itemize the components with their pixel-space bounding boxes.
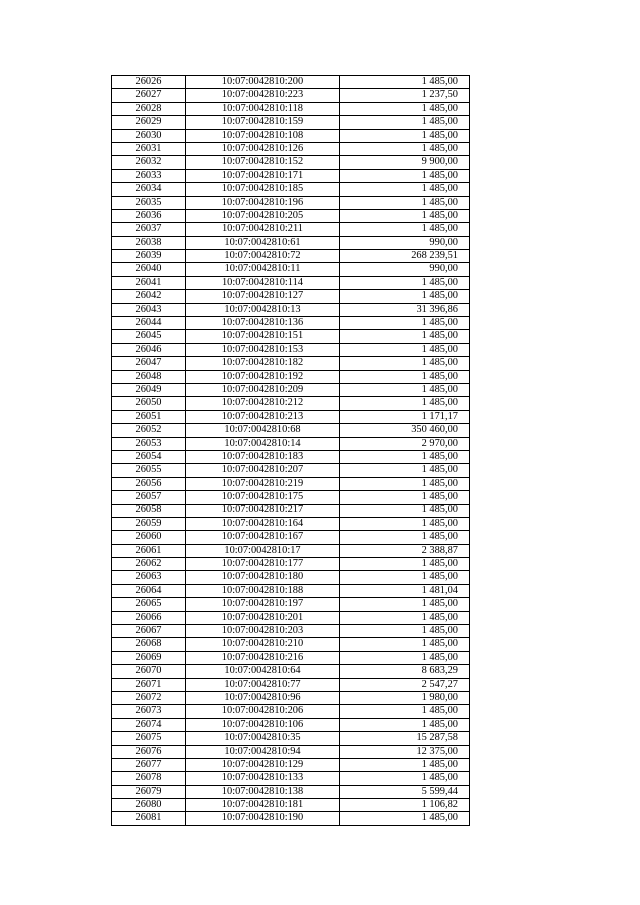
- row-number-cell: 26064: [112, 584, 186, 597]
- table-row: [112, 410, 470, 423]
- amount-cell: 1 485,00: [340, 491, 470, 504]
- row-number-cell: 26076: [112, 745, 186, 758]
- row-number-cell: 26053: [112, 437, 186, 450]
- table-row: [112, 276, 470, 289]
- table-row: [112, 424, 470, 437]
- amount-cell: 1 485,00: [340, 116, 470, 129]
- amount-cell: 1 485,00: [340, 638, 470, 651]
- cadastral-number-cell: 10:07:0042810:133: [186, 772, 340, 785]
- cadastral-number-cell: 10:07:0042810:212: [186, 397, 340, 410]
- table-row: [112, 477, 470, 490]
- row-number-cell: 26046: [112, 343, 186, 356]
- row-number-cell: 26071: [112, 678, 186, 691]
- row-number-cell: 26033: [112, 169, 186, 182]
- amount-cell: 1 237,50: [340, 89, 470, 102]
- amount-cell: 1 485,00: [340, 397, 470, 410]
- table-row: [112, 598, 470, 611]
- amount-cell: 1 485,00: [340, 558, 470, 571]
- amount-cell: 1 485,00: [340, 317, 470, 330]
- table-row: [112, 450, 470, 463]
- cadastral-number-cell: 10:07:0042810:129: [186, 758, 340, 771]
- table-row: [112, 531, 470, 544]
- cadastral-number-cell: 10:07:0042810:203: [186, 625, 340, 638]
- table-row: [112, 464, 470, 477]
- row-number-cell: 26043: [112, 303, 186, 316]
- amount-cell: 1 485,00: [340, 598, 470, 611]
- row-number-cell: 26047: [112, 357, 186, 370]
- row-number-cell: 26042: [112, 290, 186, 303]
- row-number-cell: 26073: [112, 705, 186, 718]
- amount-cell: 2 970,00: [340, 437, 470, 450]
- table-row: [112, 236, 470, 249]
- cadastral-number-cell: 10:07:0042810:175: [186, 491, 340, 504]
- table-row: [112, 745, 470, 758]
- amount-cell: 1 485,00: [340, 183, 470, 196]
- table-row: [112, 584, 470, 597]
- row-number-cell: 26054: [112, 450, 186, 463]
- amount-cell: 12 375,00: [340, 745, 470, 758]
- table-row: [112, 517, 470, 530]
- amount-cell: 1 485,00: [340, 383, 470, 396]
- row-number-cell: 26032: [112, 156, 186, 169]
- row-number-cell: 26070: [112, 665, 186, 678]
- row-number-cell: 26030: [112, 129, 186, 142]
- table-row: [112, 330, 470, 343]
- cadastral-number-cell: 10:07:0042810:192: [186, 370, 340, 383]
- cadastral-number-cell: 10:07:0042810:61: [186, 236, 340, 249]
- cadastral-number-cell: 10:07:0042810:13: [186, 303, 340, 316]
- row-number-cell: 26035: [112, 196, 186, 209]
- cadastral-number-cell: 10:07:0042810:11: [186, 263, 340, 276]
- amount-cell: 1 485,00: [340, 102, 470, 115]
- cadastral-number-cell: 10:07:0042810:77: [186, 678, 340, 691]
- table-row: [112, 691, 470, 704]
- amount-cell: 1 485,00: [340, 705, 470, 718]
- row-number-cell: 26060: [112, 531, 186, 544]
- amount-cell: 1 485,00: [340, 611, 470, 624]
- cadastral-number-cell: 10:07:0042810:114: [186, 276, 340, 289]
- cadastral-number-cell: 10:07:0042810:197: [186, 598, 340, 611]
- cadastral-number-cell: 10:07:0042810:153: [186, 343, 340, 356]
- data-table: [111, 75, 470, 826]
- amount-cell: 5 599,44: [340, 785, 470, 798]
- table-row: [112, 397, 470, 410]
- table-row: [112, 196, 470, 209]
- table-row: [112, 558, 470, 571]
- cadastral-number-cell: 10:07:0042810:68: [186, 424, 340, 437]
- row-number-cell: 26062: [112, 558, 186, 571]
- cadastral-number-cell: 10:07:0042810:167: [186, 531, 340, 544]
- row-number-cell: 26031: [112, 142, 186, 155]
- amount-cell: 1 485,00: [340, 531, 470, 544]
- table-row: [112, 625, 470, 638]
- table-row: [112, 263, 470, 276]
- cadastral-number-cell: 10:07:0042810:182: [186, 357, 340, 370]
- table-row: [112, 812, 470, 825]
- row-number-cell: 26067: [112, 625, 186, 638]
- cadastral-number-cell: 10:07:0042810:72: [186, 250, 340, 263]
- amount-cell: 268 239,51: [340, 250, 470, 263]
- amount-cell: 1 485,00: [340, 812, 470, 825]
- cadastral-number-cell: 10:07:0042810:223: [186, 89, 340, 102]
- table-row: [112, 156, 470, 169]
- row-number-cell: 26044: [112, 317, 186, 330]
- amount-cell: 1 485,00: [340, 290, 470, 303]
- cadastral-number-cell: 10:07:0042810:219: [186, 477, 340, 490]
- row-number-cell: 26045: [112, 330, 186, 343]
- row-number-cell: 26026: [112, 76, 186, 89]
- amount-cell: 1 485,00: [340, 477, 470, 490]
- row-number-cell: 26065: [112, 598, 186, 611]
- table-row: [112, 290, 470, 303]
- amount-cell: 8 683,29: [340, 665, 470, 678]
- table-row: [112, 343, 470, 356]
- amount-cell: 1 485,00: [340, 370, 470, 383]
- row-number-cell: 26055: [112, 464, 186, 477]
- cadastral-number-cell: 10:07:0042810:164: [186, 517, 340, 530]
- row-number-cell: 26037: [112, 223, 186, 236]
- table-row: [112, 183, 470, 196]
- amount-cell: 1 481,04: [340, 584, 470, 597]
- cadastral-number-cell: 10:07:0042810:108: [186, 129, 340, 142]
- row-number-cell: 26027: [112, 89, 186, 102]
- row-number-cell: 26081: [112, 812, 186, 825]
- row-number-cell: 26063: [112, 571, 186, 584]
- amount-cell: 1 106,82: [340, 799, 470, 812]
- row-number-cell: 26077: [112, 758, 186, 771]
- amount-cell: 1 485,00: [340, 517, 470, 530]
- amount-cell: 9 900,00: [340, 156, 470, 169]
- row-number-cell: 26034: [112, 183, 186, 196]
- row-number-cell: 26080: [112, 799, 186, 812]
- table-row: [112, 571, 470, 584]
- cadastral-number-cell: 10:07:0042810:190: [186, 812, 340, 825]
- amount-cell: 1 485,00: [340, 357, 470, 370]
- cadastral-number-cell: 10:07:0042810:14: [186, 437, 340, 450]
- amount-cell: 1 171,17: [340, 410, 470, 423]
- cadastral-number-cell: 10:07:0042810:181: [186, 799, 340, 812]
- amount-cell: 1 485,00: [340, 330, 470, 343]
- row-number-cell: 26050: [112, 397, 186, 410]
- row-number-cell: 26057: [112, 491, 186, 504]
- table-body: [112, 76, 470, 826]
- table-row: [112, 383, 470, 396]
- cadastral-number-cell: 10:07:0042810:159: [186, 116, 340, 129]
- row-number-cell: 26040: [112, 263, 186, 276]
- table-row: [112, 732, 470, 745]
- amount-cell: 1 485,00: [340, 276, 470, 289]
- amount-cell: 15 287,58: [340, 732, 470, 745]
- row-number-cell: 26068: [112, 638, 186, 651]
- cadastral-number-cell: 10:07:0042810:127: [186, 290, 340, 303]
- cadastral-number-cell: 10:07:0042810:126: [186, 142, 340, 155]
- cadastral-number-cell: 10:07:0042810:200: [186, 76, 340, 89]
- row-number-cell: 26061: [112, 544, 186, 557]
- cadastral-number-cell: 10:07:0042810:64: [186, 665, 340, 678]
- table-row: [112, 303, 470, 316]
- amount-cell: 1 485,00: [340, 129, 470, 142]
- row-number-cell: 26058: [112, 504, 186, 517]
- cadastral-number-cell: 10:07:0042810:217: [186, 504, 340, 517]
- amount-cell: 1 485,00: [340, 625, 470, 638]
- amount-cell: 350 460,00: [340, 424, 470, 437]
- cadastral-number-cell: 10:07:0042810:17: [186, 544, 340, 557]
- table-row: [112, 209, 470, 222]
- row-number-cell: 26079: [112, 785, 186, 798]
- amount-cell: 1 485,00: [340, 504, 470, 517]
- table-row: [112, 758, 470, 771]
- amount-cell: 1 485,00: [340, 758, 470, 771]
- row-number-cell: 26029: [112, 116, 186, 129]
- amount-cell: 1 980,00: [340, 691, 470, 704]
- cadastral-number-cell: 10:07:0042810:207: [186, 464, 340, 477]
- cadastral-number-cell: 10:07:0042810:183: [186, 450, 340, 463]
- cadastral-number-cell: 10:07:0042810:206: [186, 705, 340, 718]
- cadastral-number-cell: 10:07:0042810:118: [186, 102, 340, 115]
- table-row: [112, 705, 470, 718]
- amount-cell: 1 485,00: [340, 142, 470, 155]
- cadastral-number-cell: 10:07:0042810:209: [186, 383, 340, 396]
- cadastral-number-cell: 10:07:0042810:196: [186, 196, 340, 209]
- amount-cell: 1 485,00: [340, 772, 470, 785]
- row-number-cell: 26036: [112, 209, 186, 222]
- table-row: [112, 129, 470, 142]
- cadastral-number-cell: 10:07:0042810:213: [186, 410, 340, 423]
- table-row: [112, 651, 470, 664]
- table-row: [112, 116, 470, 129]
- table-row: [112, 491, 470, 504]
- table-row: [112, 89, 470, 102]
- amount-cell: 1 485,00: [340, 450, 470, 463]
- amount-cell: 2 388,87: [340, 544, 470, 557]
- table-row: [112, 772, 470, 785]
- row-number-cell: 26038: [112, 236, 186, 249]
- amount-cell: 1 485,00: [340, 464, 470, 477]
- amount-cell: 2 547,27: [340, 678, 470, 691]
- amount-cell: 990,00: [340, 263, 470, 276]
- table-row: [112, 665, 470, 678]
- cadastral-number-cell: 10:07:0042810:177: [186, 558, 340, 571]
- table-row: [112, 223, 470, 236]
- table-row: [112, 357, 470, 370]
- table-row: [112, 718, 470, 731]
- cadastral-number-cell: 10:07:0042810:94: [186, 745, 340, 758]
- table-row: [112, 250, 470, 263]
- table-row: [112, 102, 470, 115]
- amount-cell: 1 485,00: [340, 343, 470, 356]
- amount-cell: 1 485,00: [340, 76, 470, 89]
- amount-cell: 1 485,00: [340, 169, 470, 182]
- cadastral-number-cell: 10:07:0042810:151: [186, 330, 340, 343]
- cadastral-number-cell: 10:07:0042810:136: [186, 317, 340, 330]
- cadastral-number-cell: 10:07:0042810:210: [186, 638, 340, 651]
- table-row: [112, 544, 470, 557]
- row-number-cell: 26078: [112, 772, 186, 785]
- cadastral-number-cell: 10:07:0042810:138: [186, 785, 340, 798]
- cadastral-number-cell: 10:07:0042810:171: [186, 169, 340, 182]
- row-number-cell: 26072: [112, 691, 186, 704]
- table-row: [112, 142, 470, 155]
- amount-cell: 990,00: [340, 236, 470, 249]
- table-row: [112, 638, 470, 651]
- table-row: [112, 785, 470, 798]
- table-row: [112, 317, 470, 330]
- amount-cell: 1 485,00: [340, 571, 470, 584]
- table-row: [112, 169, 470, 182]
- row-number-cell: 26041: [112, 276, 186, 289]
- table-row: [112, 504, 470, 517]
- row-number-cell: 26059: [112, 517, 186, 530]
- cadastral-number-cell: 10:07:0042810:106: [186, 718, 340, 731]
- amount-cell: 1 485,00: [340, 718, 470, 731]
- row-number-cell: 26075: [112, 732, 186, 745]
- amount-cell: 1 485,00: [340, 196, 470, 209]
- amount-cell: 31 396,86: [340, 303, 470, 316]
- cadastral-number-cell: 10:07:0042810:180: [186, 571, 340, 584]
- amount-cell: 1 485,00: [340, 209, 470, 222]
- row-number-cell: 26069: [112, 651, 186, 664]
- amount-cell: 1 485,00: [340, 223, 470, 236]
- row-number-cell: 26048: [112, 370, 186, 383]
- row-number-cell: 26049: [112, 383, 186, 396]
- cadastral-number-cell: 10:07:0042810:96: [186, 691, 340, 704]
- table-row: [112, 76, 470, 89]
- row-number-cell: 26039: [112, 250, 186, 263]
- amount-cell: 1 485,00: [340, 651, 470, 664]
- row-number-cell: 26028: [112, 102, 186, 115]
- cadastral-number-cell: 10:07:0042810:211: [186, 223, 340, 236]
- row-number-cell: 26056: [112, 477, 186, 490]
- table-row: [112, 611, 470, 624]
- cadastral-number-cell: 10:07:0042810:185: [186, 183, 340, 196]
- cadastral-number-cell: 10:07:0042810:201: [186, 611, 340, 624]
- cadastral-number-cell: 10:07:0042810:152: [186, 156, 340, 169]
- row-number-cell: 26051: [112, 410, 186, 423]
- row-number-cell: 26052: [112, 424, 186, 437]
- cadastral-number-cell: 10:07:0042810:188: [186, 584, 340, 597]
- table-row: [112, 437, 470, 450]
- cadastral-number-cell: 10:07:0042810:35: [186, 732, 340, 745]
- row-number-cell: 26074: [112, 718, 186, 731]
- row-number-cell: 26066: [112, 611, 186, 624]
- cadastral-number-cell: 10:07:0042810:205: [186, 209, 340, 222]
- table-row: [112, 678, 470, 691]
- cadastral-number-cell: 10:07:0042810:216: [186, 651, 340, 664]
- table-row: [112, 799, 470, 812]
- table-row: [112, 370, 470, 383]
